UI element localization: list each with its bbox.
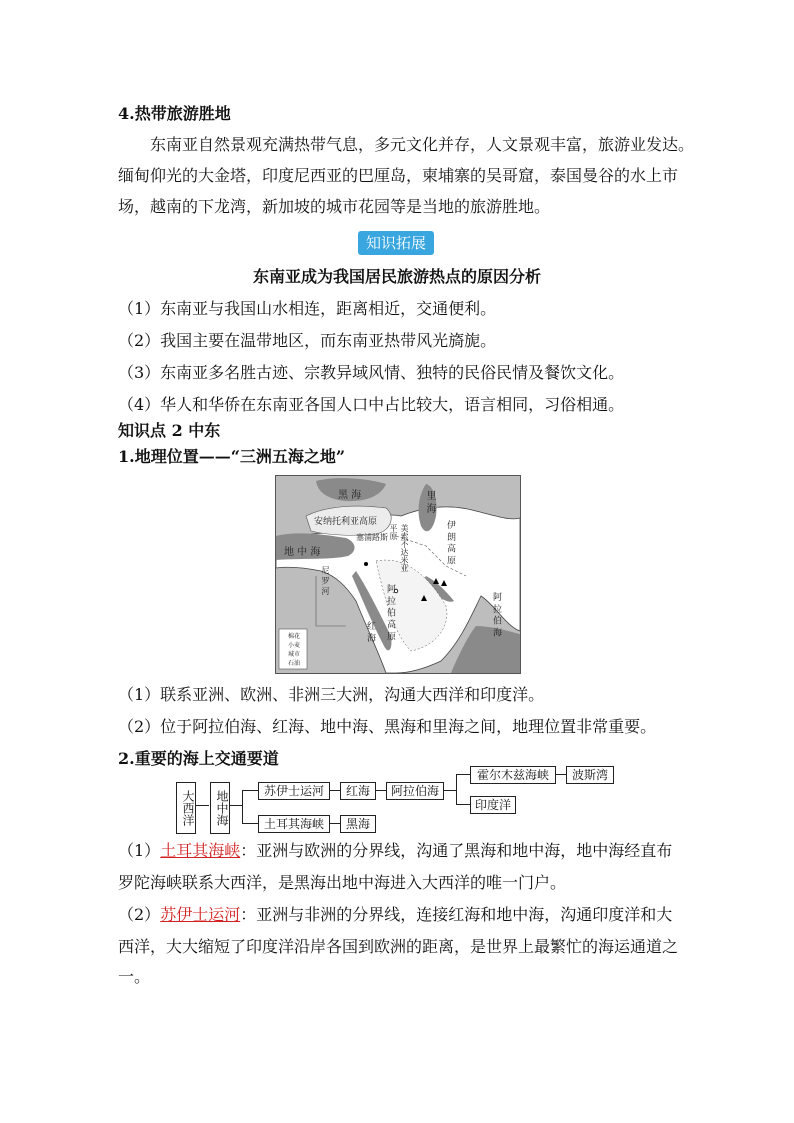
section-heading: 4.热带旅游胜地 xyxy=(118,104,231,123)
flow-connector xyxy=(444,790,456,791)
flow-connector xyxy=(376,790,386,791)
map-label-arabian-sea: 阿 拉 伯 海 xyxy=(491,592,501,637)
flow-connector xyxy=(242,790,258,791)
sea-route-diagram xyxy=(172,768,632,838)
map-label-black-sea: 黑 海 xyxy=(338,490,362,501)
flow-connector xyxy=(242,823,258,824)
list-item: （3）东南亚多名胜古迹、宗教异域风情、独特的民俗民情及餐饮文化。 xyxy=(118,363,625,382)
map-label-med: 地 中 海 xyxy=(284,547,321,558)
flow-node-red-sea: 红海 xyxy=(340,782,376,800)
flow-node-persian-gulf: 波斯湾 xyxy=(566,766,614,784)
paragraph-line: 东南亚自然景观充满热带气息，多元文化并存，人文景观丰富，旅游业发达。 xyxy=(150,135,695,154)
list-item xyxy=(118,904,672,926)
flow-connector xyxy=(456,774,457,804)
flow-connector xyxy=(330,790,340,791)
term-suez-canal: 苏伊士运河 xyxy=(160,905,241,924)
knowledge-title: 东南亚成为我国居民旅游热点的原因分析 xyxy=(252,267,541,286)
list-item xyxy=(118,840,672,862)
list-item: （2）我国主要在温带地区，而东南亚热带风光旖旎。 xyxy=(118,331,497,350)
paragraph-line: 一。 xyxy=(118,967,151,986)
map-label-iran: 伊 朗 高 原 xyxy=(445,520,455,565)
flow-connector xyxy=(230,805,242,806)
flow-node-suez: 苏伊士运河 xyxy=(258,782,330,800)
middle-east-map xyxy=(275,475,521,674)
list-item: （4）华人和华侨在东南亚各国人口中占比较大，语言相同，习俗相通。 xyxy=(118,395,625,414)
flow-node-arabian-sea: 阿拉伯海 xyxy=(386,782,444,800)
flow-node-black-sea: 黑海 xyxy=(340,815,376,833)
item-prefix: （2） xyxy=(118,905,161,924)
map-label-cyprus: 塞浦路斯 xyxy=(356,533,388,542)
item-text: ：亚洲与非洲的分界线，连接红海和地中海，沟通印度洋和大 xyxy=(240,905,673,924)
section-heading: 知识点 2 中东 xyxy=(118,421,221,440)
list-item: （2）位于阿拉伯海、红海、地中海、黑海和里海之间，地理位置非常重要。 xyxy=(118,717,657,736)
flow-connector xyxy=(456,774,470,775)
item-text: ：亚洲与欧洲的分界线，沟通了黑海和地中海，地中海经直布 xyxy=(240,841,673,860)
flow-connector xyxy=(330,823,340,824)
paragraph-line: 罗陀海峡联系大西洋，是黑海出地中海进入大西洋的唯一门户。 xyxy=(118,873,567,892)
flow-connector xyxy=(556,774,566,775)
term-turkish-strait: 土耳其海峡 xyxy=(160,841,241,860)
item-prefix: （1） xyxy=(118,841,161,860)
subsection-heading: 1.地理位置——“三洲五海之地” xyxy=(118,447,346,466)
paragraph-line: 西洋，大大缩短了印度洋沿岸各国到欧洲的距离，是世界上最繁忙的海运通道之 xyxy=(118,937,679,956)
legend-cotton: 棉花 xyxy=(288,633,301,640)
paragraph-line: 缅甸仰光的大金塔，印度尼西亚的巴厘岛，柬埔寨的吴哥窟，泰国曼谷的水上市 xyxy=(118,166,679,185)
subsection-heading: 2.重要的海上交通要道 xyxy=(118,749,279,768)
flow-node-indian-ocean: 印度洋 xyxy=(470,796,516,814)
map-label-caspian: 里 海 xyxy=(424,490,435,514)
flow-connector xyxy=(456,804,470,805)
paragraph-line: 场，越南的下龙湾，新加坡的城市花园等是当地的旅游胜地。 xyxy=(118,197,551,216)
legend-oil: 石油 xyxy=(288,660,301,667)
flow-node-med: 地中海 xyxy=(210,782,230,834)
flow-node-turkish: 土耳其海峡 xyxy=(258,815,330,833)
flow-node-atlantic: 大西洋 xyxy=(176,782,196,834)
legend-wheat: 小麦 xyxy=(288,642,301,649)
map-label-mesopotamia: 美索不达米亚平原 xyxy=(389,524,409,572)
map-label-red-sea: 红 海 xyxy=(365,621,375,642)
map-label-arabia: 阿 拉 伯 高 原 xyxy=(385,584,395,641)
list-item: （1）联系亚洲、欧洲、非洲三大洲，沟通大西洋和印度洋。 xyxy=(118,685,545,704)
flow-connector xyxy=(242,790,243,824)
knowledge-badge: 知识拓展 xyxy=(358,231,434,255)
map-label-nile: 尼 罗 河 xyxy=(321,566,330,596)
map-label-anatolia: 安纳托利亚高原 xyxy=(314,517,378,527)
list-item: （1）东南亚与我国山水相连，距离相近，交通便利。 xyxy=(118,299,497,318)
legend-city: 城市 xyxy=(288,651,301,658)
flow-connector xyxy=(196,805,209,806)
flow-node-hormuz: 霍尔木兹海峡 xyxy=(470,766,556,784)
